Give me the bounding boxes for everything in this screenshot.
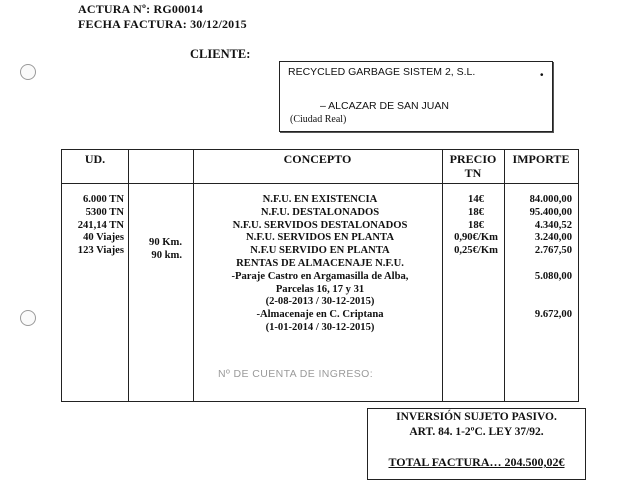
header-amount: IMPORTE (512, 152, 570, 166)
invoice-table (61, 149, 579, 402)
units-cell: 5300 TN (85, 206, 124, 218)
amount-cell (508, 296, 572, 309)
tax-note: INVERSIÓN SUJETO PASIVO. (396, 411, 557, 423)
price-column (446, 194, 506, 258)
concept-line: N.F.U SERVIDO EN PLANTA (250, 245, 390, 257)
concept-column (198, 194, 442, 335)
price-cell: 0,25€/Km (454, 245, 498, 257)
concept-line: -Almacenaje en C. Criptana (256, 309, 384, 321)
price-cell: 0,90€/Km (454, 232, 498, 244)
client-name: RECYCLED GARBAGE SISTEM 2, S.L. (288, 66, 476, 78)
units-cell: 6.000 TN (82, 194, 124, 205)
client-address-box (279, 61, 553, 132)
concept-line: N.F.U. DESTALONADOS (260, 206, 380, 218)
price-cell: 18€ (468, 206, 484, 218)
client-label: CLIENTE: (190, 47, 251, 61)
amount-cell: 4.340,52 (534, 219, 572, 231)
client-city: – ALCAZAR DE SAN JUAN (320, 100, 449, 112)
punch-hole-icon (20, 64, 36, 80)
amount-cell: 84.000,00 (529, 194, 572, 205)
column-divider (504, 150, 505, 401)
amount-cell: 5.080,00 (534, 270, 572, 282)
column-divider (442, 150, 443, 401)
units-cell: 123 Viajes (77, 245, 124, 257)
amount-column (508, 194, 572, 322)
header-concept: CONCEPTO (283, 152, 352, 166)
header-divider (62, 183, 578, 184)
invoice-date: FECHA FACTURA: 30/12/2015 (78, 17, 247, 31)
invoice-total: TOTAL FACTURA… 204.500,02€ (388, 455, 565, 469)
concept-line: N.F.U. EN EXISTENCIA (262, 194, 378, 205)
amount-cell: 2.767,50 (534, 245, 572, 257)
amount-cell (508, 284, 572, 297)
concept-line: RENTAS DE ALMACENAJE N.F.U. (236, 257, 404, 269)
punch-hole-icon (20, 310, 36, 326)
units-column (64, 194, 124, 258)
law-reference: ART. 84. 1-2ºC. LEY 37/92. (409, 426, 544, 438)
price-cell: 14€ (468, 194, 484, 205)
distance-cell: 90 km. (151, 249, 182, 261)
units-cell: 241,14 TN (77, 219, 124, 231)
price-cell: 18€ (468, 219, 484, 231)
header-units: UD. (84, 152, 106, 166)
distance-column (130, 237, 182, 263)
client-province: (Ciudad Real) (290, 114, 347, 125)
dot-mark: • (540, 70, 544, 81)
header-price: PRECIO TN (449, 152, 497, 180)
column-divider (128, 150, 129, 401)
concept-line: N.F.U. SERVIDOS EN PLANTA (246, 232, 394, 244)
amount-cell: 9.672,00 (534, 309, 572, 321)
distance-cell: 90 Km. (149, 237, 182, 248)
column-divider (193, 150, 194, 401)
concept-line: Parcelas 16, 17 y 31 (275, 283, 365, 295)
concept-line: N.F.U. SERVIDOS DESTALONADOS (232, 219, 408, 231)
invoice-number: ACTURA Nº: RG00014 (78, 2, 203, 16)
concept-line: (1-01-2014 / 30-12-2015) (265, 321, 375, 333)
concept-line: -Paraje Castro en Argamasilla de Alba, (231, 270, 409, 282)
amount-cell: 3.240,00 (534, 232, 572, 244)
amount-cell: 95.400,00 (529, 206, 572, 218)
concept-line: (2-08-2013 / 30-12-2015) (265, 296, 375, 308)
amount-cell (508, 258, 572, 271)
units-cell: 40 Viajes (83, 232, 124, 244)
summary-box (367, 408, 586, 480)
account-label: Nº DE CUENTA DE INGRESO: (218, 368, 374, 380)
